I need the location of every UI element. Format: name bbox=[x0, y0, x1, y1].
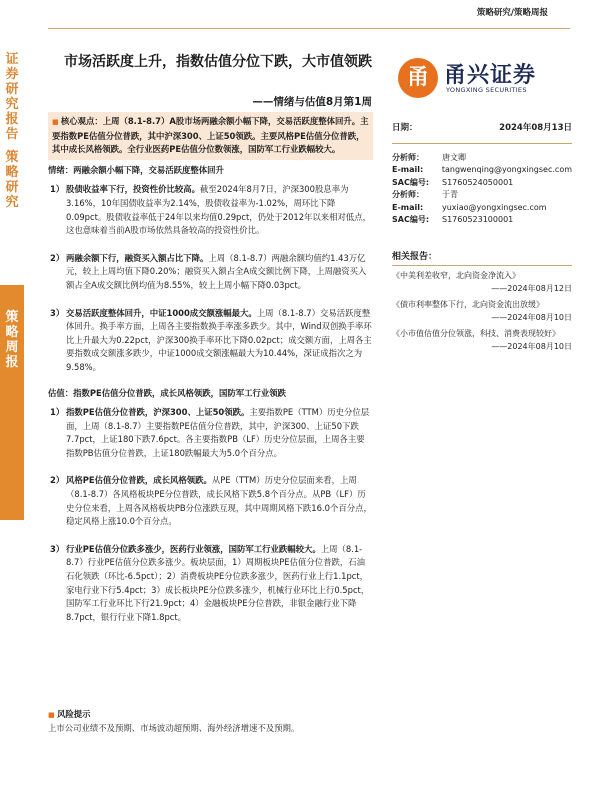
risk-section bbox=[48, 708, 578, 735]
item-headline: 行业PE估值分位跌多涨少，医药行业领涨，国防军工行业跌幅较大。 bbox=[66, 543, 321, 554]
risk-heading-text: 风险提示 bbox=[57, 709, 91, 719]
bullet-square-icon: ■ bbox=[52, 118, 61, 126]
sidebar-research-type: 策略研究 bbox=[5, 150, 19, 210]
sentiment-item bbox=[48, 307, 373, 375]
item-body: 主要指数PE（TTM）历史分位层面，上周（8.1-8.7）主要指数PE估值分位普跌，其中，沪深300、上证50下跌7.7pct，上证180下跌7.6pct。各主要指数PB（LF）历史分位层面，上周各主要指数PB估值分位普跌，上证180跌幅最大为5.0个百分点。 bbox=[66, 407, 370, 458]
item-number: 1） bbox=[50, 184, 65, 195]
analyst-label: E-mail: bbox=[392, 165, 424, 174]
analyst-row bbox=[392, 164, 572, 177]
company-logo bbox=[398, 56, 558, 102]
item-headline: 交易活跃度整体回升，中证1000成交额涨幅最大。 bbox=[66, 307, 257, 318]
analyst-email-link[interactable]: yuxiao@yongxingsec.com bbox=[442, 202, 547, 212]
sentiment-item bbox=[48, 252, 373, 293]
analyst-value: 唐文卿 bbox=[442, 152, 466, 162]
analyst-list bbox=[392, 152, 572, 227]
item-headline: 两融余额下行，融资买入额占比下降。 bbox=[66, 252, 209, 263]
related-divider bbox=[392, 265, 572, 266]
analyst-row bbox=[392, 214, 572, 227]
related-report-link[interactable]: 《债市利率整体下行，北向资金流出放缓》 bbox=[392, 300, 544, 309]
report-info-panel bbox=[392, 122, 572, 356]
related-report-link[interactable]: 《中美利差收窄，北向资金净流入》 bbox=[392, 271, 520, 280]
related-report-date: ——2024年08月10日 bbox=[491, 313, 572, 322]
analyst-label: 分析师： bbox=[392, 190, 424, 199]
valuation-item bbox=[48, 406, 373, 460]
main-content bbox=[48, 112, 373, 624]
item-number: 2） bbox=[50, 475, 65, 486]
analyst-row bbox=[392, 189, 572, 202]
date-label: 日期： bbox=[392, 123, 418, 133]
analyst-row bbox=[392, 152, 572, 165]
item-body: 上周（8.1-8.7）交易活跃度整体回升。换手率方面，上周各主要指数换手率涨多跌少。其中，Wind双创换手率环比上升最大为0.22pct，沪深300换手率环比下降0.02pct；成交额方面，上周各主要指数成交额涨多跌少，中证1000成交额涨幅最大为10.44%，深证成指次之为9.58%。 bbox=[66, 307, 372, 372]
date-divider bbox=[392, 143, 572, 144]
summary-lead: 核心观点： bbox=[60, 116, 103, 126]
logo-name-en: YONGXING SECURITIES bbox=[446, 86, 527, 94]
item-body: 截至2024年8月7日，沪深300股息率为3.16%，10年国债收益率为2.14%，股债收益率为-1.02%，周环比下降0.09pct。股债收益率低于24年以来均值0.29pct，仍处于2012年以来相对低点，这也意味着当前A股市场依然具备较高的投资性价比。 bbox=[66, 184, 372, 236]
analyst-row bbox=[392, 177, 572, 190]
summary-box bbox=[48, 112, 373, 160]
item-body: 上周（8.1-8.7）行业PE估值分位跌多涨少。板块层面，1）周期板块PE估值分位普跌，石油石化领跌（环比-6.5pct）；2）消费板块PE分位跌多涨少，医药行业上行1.1pct，家电行业下行5.4pct；3）成长板块PE分位跌多涨少，机械行业环比上行0.5pct，国防军工行业环比下行21.9pct；4）金融板块PE分位普跌，非银金融行业下降8.7pct，银行行业下降1.8pct。 bbox=[66, 543, 370, 622]
item-headline: 股债收益率下行，投资性价比较高。 bbox=[66, 184, 200, 195]
sentiment-heading: 情绪：两融余额小幅下降，交易活跃度整体回升 bbox=[48, 164, 224, 175]
analyst-value: S1760523100001 bbox=[442, 215, 514, 224]
item-headline: 指数PE估值分位普跌，沪深300、上证50领跌。 bbox=[66, 407, 250, 418]
item-headline: 风格PE估值分位普跌，成长风格领跌。 bbox=[66, 475, 212, 486]
analyst-label: E-mail: bbox=[392, 202, 424, 212]
report-title: 市场活跃度上升，指数估值分位下跌，大市值领跌 bbox=[64, 54, 372, 70]
item-number: 1） bbox=[50, 407, 65, 418]
date-value: 2024年08月13日 bbox=[499, 123, 572, 133]
risk-heading bbox=[48, 708, 578, 722]
item-body: 从PE（TTM）历史分位层面来看，上周（8.1-8.7）各风格板块PE分位普跌，成长风格下跌5.8个百分点。从PB（LF）历史分位来看，上周各风格板块PB分位涨跌互现，其中周期风格下跌16.0个百分点，稳定风格上涨10.0个百分点。 bbox=[66, 475, 372, 527]
valuation-item bbox=[48, 474, 373, 528]
logo-mark-icon: 甬 bbox=[398, 58, 438, 98]
logo-name-cn: 甬兴证券 bbox=[444, 63, 537, 88]
analyst-value: S1760524050001 bbox=[442, 177, 514, 187]
report-category-label: 策略研究/策略周报 bbox=[476, 8, 548, 18]
item-number: 3） bbox=[50, 543, 65, 554]
report-date-row bbox=[392, 122, 572, 135]
related-report-link[interactable]: 《小市值估值分位领涨，科技、消费表现较好》 bbox=[392, 329, 560, 338]
analyst-label: SAC编号: bbox=[392, 215, 430, 224]
summary-text: 上周（8.1-8.7）A股市场两融余额小幅下降，交易活跃度整体回升。主要指数PE估值分位普跌，其中沪深300、上证50领跌。主要风格PE估值分位普跌，其中成长风格领跌。全行业医药PE估值分位数领涨，国防军工行业跌幅较大。 bbox=[52, 116, 369, 155]
item-body: 上周（8.1-8.7）两融余额均值约1.43万亿元，较上上周均值下降0.20%；融资买入额占全A成交额比例下降，上周融资买入额占全A成交额比例均值为8.55%，较上上周小幅下降0.03pct。 bbox=[66, 252, 367, 290]
related-report-date: ——2024年08月10日 bbox=[491, 342, 572, 351]
analyst-label: 分析师： bbox=[392, 152, 424, 162]
valuation-heading: 估值：指数PE估值分位普跌，成长风格领跌，国防军工行业领跌 bbox=[48, 387, 286, 398]
sentiment-item bbox=[48, 183, 373, 237]
analyst-row bbox=[392, 202, 572, 215]
risk-text: 上市公司业绩不及预期、市场波动超预期、海外经济增速不及预期。 bbox=[48, 723, 300, 733]
analyst-email-link[interactable]: tangwenqing@yongxingsec.com bbox=[441, 165, 572, 174]
item-number: 2） bbox=[50, 252, 65, 263]
analyst-label: SAC编号: bbox=[392, 177, 430, 187]
report-subtitle: ——情绪与估值8月第1周 bbox=[252, 96, 372, 108]
related-report-date: ——2024年08月12日 bbox=[491, 284, 572, 293]
analyst-value: 于青 bbox=[442, 190, 458, 199]
sidebar-weekly-label: 策略周报 bbox=[5, 310, 19, 370]
header-divider bbox=[48, 28, 570, 29]
valuation-item bbox=[48, 543, 373, 625]
bullet-square-icon: ■ bbox=[48, 711, 58, 719]
sidebar-report-type: 证券研究报告 bbox=[5, 52, 19, 142]
related-reports-title: 相关报告： bbox=[392, 251, 438, 262]
item-number: 3） bbox=[50, 307, 65, 318]
